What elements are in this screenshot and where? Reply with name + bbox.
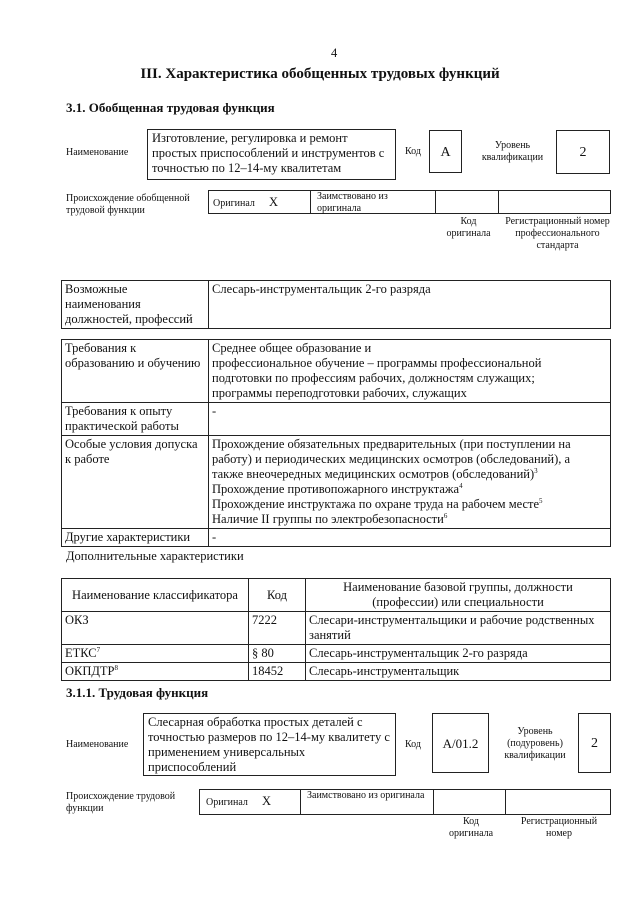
tf-borrowed-label: Заимствовано из оригинала <box>307 790 425 801</box>
req-conditions-label: Особые условия допуска к работе <box>62 436 209 529</box>
gtf-code-value: А <box>429 130 462 173</box>
req-line: профессиональное обучение – программы профессиональной <box>212 356 542 370</box>
req-line: работу) и периодических медицинских осмотров (обследований), а <box>212 452 571 466</box>
table-row <box>62 645 611 663</box>
requirement-row <box>62 340 611 403</box>
tf-level-label: Уровень (подуровень) квалификации <box>504 726 566 761</box>
tf-heading: 3.1.1. Трудовая функция <box>66 685 209 700</box>
table-row <box>62 612 611 645</box>
table-row <box>62 663 611 681</box>
positions-table <box>61 280 611 329</box>
classifier-desc: Слесари-инструментальщики и рабочие родственных занятий <box>306 612 611 645</box>
req-line: Прохождение противопожарного инструктажа$^4$ <box>212 482 463 496</box>
req-line: Среднее общее образование и <box>212 341 372 355</box>
positions-value: Слесарь-инструментальщик 2-го разряда <box>209 281 611 329</box>
req-education-label: Требования к образованию и обучению <box>62 340 209 403</box>
req-education-value <box>209 340 611 403</box>
req-experience-label: Требования к опыту практической работы <box>62 403 209 436</box>
classifier-header-row <box>62 579 611 612</box>
gtf-level-label: Уровень квалификации <box>481 140 544 163</box>
positions-label: Возможные наименования должностей, профессий <box>62 281 209 329</box>
classifier-desc: Слесарь-инструментальщик 2-го разряда <box>306 645 611 663</box>
classifier-table <box>61 578 611 681</box>
tf-code-original-label: Код оригинала <box>448 816 494 839</box>
classifier-desc: Слесарь-инструментальщик <box>306 663 611 681</box>
req-line: также внеочередных медицинских осмотров (обследований)$^3$ <box>212 467 538 481</box>
requirements-table <box>61 339 611 547</box>
gtf-level-value: 2 <box>556 130 610 174</box>
gtf-code-label: Код <box>405 146 421 157</box>
tf-original-label: Оригинал <box>206 797 248 808</box>
classifier-name: ОКЗ <box>62 612 249 645</box>
gtf-heading: 3.1. Обобщенная трудовая функция <box>66 100 275 115</box>
requirement-row <box>62 403 611 436</box>
gtf-original-mark: Х <box>269 195 279 209</box>
gtf-code-original-label: Код оригинала <box>446 216 491 239</box>
gtf-name-label: Наименование <box>66 147 129 158</box>
classifier-name: ЕТКС$^7$ <box>62 645 249 663</box>
footnote-mark: 8 <box>114 664 119 672</box>
footnote-mark: 7 <box>96 646 101 654</box>
req-line: Прохождение обязательных предварительных (при поступлении на <box>212 437 571 451</box>
req-line: программы переподготовки рабочих, служащих <box>212 386 467 400</box>
req-line: подготовки по профессиям рабочих, должностям служащих; <box>212 371 535 385</box>
req-line: Прохождение инструктажа по охране труда на рабочем месте$^5$ <box>212 497 543 511</box>
additional-title: Дополнительные характеристики <box>66 549 244 563</box>
section-title: III. Характеристика обобщенных трудовых функций <box>140 66 500 82</box>
gtf-borrowed-label: Заимствовано из оригинала <box>317 191 388 214</box>
header-classifier: Наименование классификатора <box>62 579 249 612</box>
footnote-mark: 6 <box>443 512 448 520</box>
req-other-value: - <box>209 529 611 547</box>
classifier-name: ОКПДТР$^8$ <box>62 663 249 681</box>
gtf-reg-number-label: Регистрационный номер профессионального стандарта <box>505 216 610 251</box>
tf-name-value: Слесарная обработка простых деталей с точностью размеров по 12–14-му квалитету с применением универсальных приспособлений <box>143 713 396 776</box>
req-line: Наличие II группы по электробезопасности$^6$ <box>212 512 448 526</box>
tf-original-mark: Х <box>262 794 272 808</box>
req-other-label: Другие характеристики <box>62 529 209 547</box>
req-experience-value: - <box>209 403 611 436</box>
tf-reg-number-label: Регистрационный номер <box>520 816 598 839</box>
tf-level-value: 2 <box>578 713 611 773</box>
classifier-code: 18452 <box>249 663 306 681</box>
header-code: Код <box>249 579 306 612</box>
classifier-code: 7222 <box>249 612 306 645</box>
tf-code-label: Код <box>405 739 421 750</box>
page-number: 4 <box>331 46 338 60</box>
gtf-original-label: Оригинал <box>213 198 255 209</box>
requirement-row <box>62 436 611 529</box>
header-group: Наименование базовой группы, должности (профессии) или специальности <box>306 579 611 612</box>
footnote-mark: 4 <box>459 482 463 490</box>
gtf-origin-label: Происхождение обобщенной трудовой функции <box>66 193 190 216</box>
classifier-code: § 80 <box>249 645 306 663</box>
footnote-mark: 5 <box>539 497 543 505</box>
tf-code-value: А/01.2 <box>432 713 489 773</box>
tf-name-label: Наименование <box>66 739 129 750</box>
gtf-name-value: Изготовление, регулировка и ремонт простых приспособлений и инструментов с точностью по 12–14-му квалитетам <box>147 129 396 180</box>
req-conditions-value <box>209 436 611 529</box>
tf-origin-label: Происхождение трудовой функции <box>66 791 176 814</box>
requirement-row <box>62 529 611 547</box>
footnote-mark: 3 <box>534 467 538 475</box>
